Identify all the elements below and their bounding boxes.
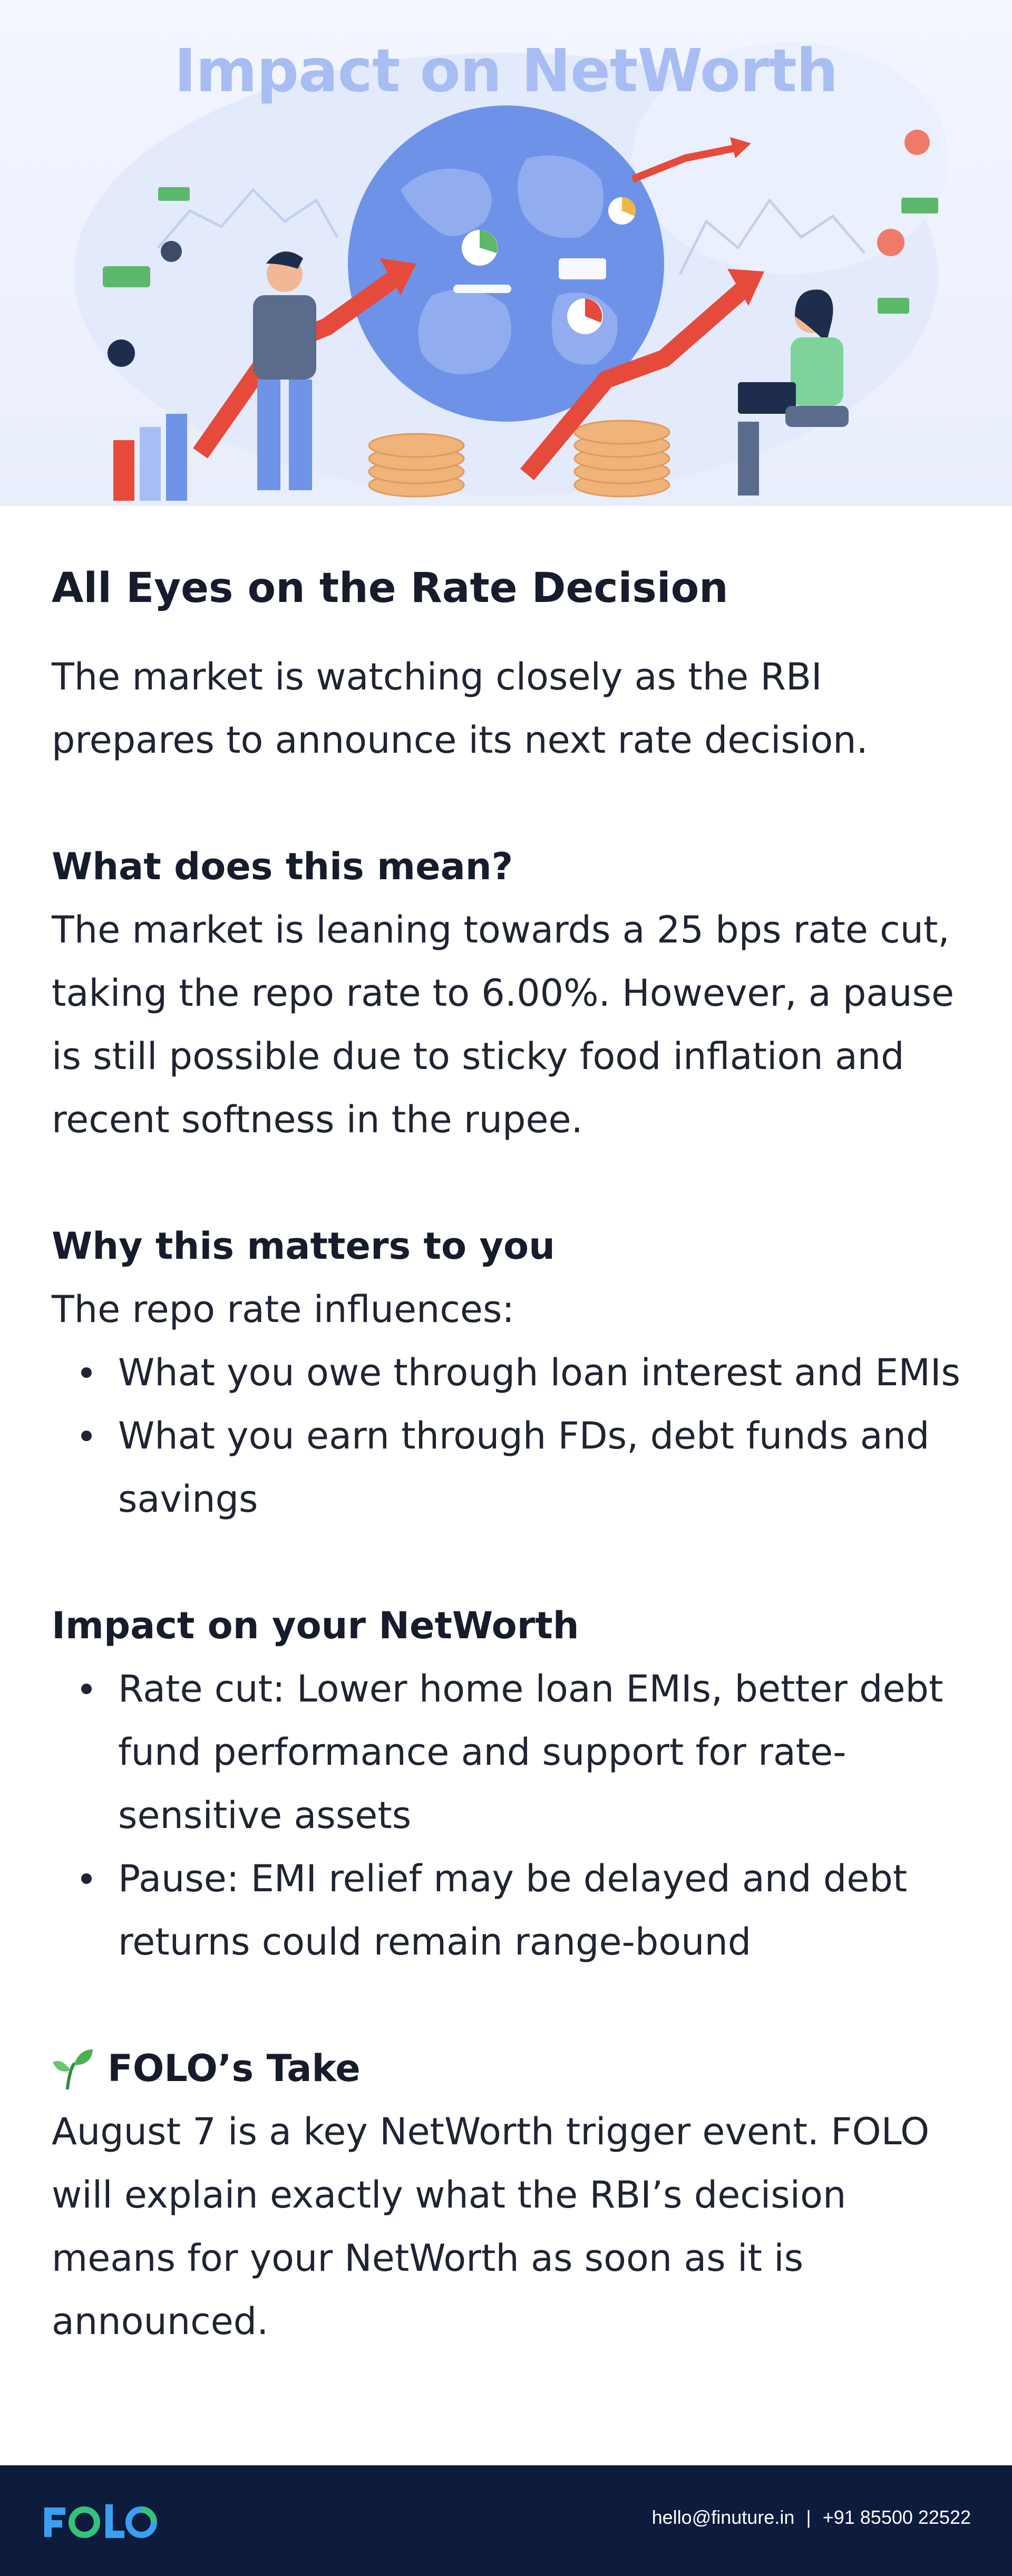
list-item: What you owe through loan interest and EMIs: [118, 1341, 969, 1404]
list-item: Rate cut: Lower home loan EMIs, better debt fund performance and support for rate-sensitive assets: [118, 1657, 969, 1847]
article-content: [52, 564, 969, 2353]
bullet-icon: [81, 1873, 92, 1884]
meaning-body: The market is leaning towards a 25 bps rate cut, taking the repo rate to 6.00%. However, a pause is still possible due to sticky food inflation and recent softness in the rupee.: [52, 908, 955, 1141]
hero-illustration: [0, 0, 1012, 506]
footer-email[interactable]: hello@finuture.in: [651, 2506, 795, 2528]
matters-intro: The repo rate influences:: [52, 1287, 515, 1331]
sprout-icon: [52, 2047, 94, 2089]
matters-heading: Why this matters to you: [52, 1224, 555, 1268]
impact-heading: Impact on your NetWorth: [52, 1603, 579, 1647]
bullet-icon: [81, 1367, 92, 1378]
list-item: Pause: EMI relief may be delayed and debt returns could remain range-bound: [118, 1847, 969, 1974]
list-item: What you earn through FDs, debt funds and savings: [118, 1404, 969, 1531]
matters-list: [52, 1341, 969, 1531]
folo-take-heading: FOLO’s Take: [108, 2046, 361, 2090]
bullet-icon: [81, 1684, 92, 1694]
footer-separator: |: [806, 2506, 811, 2528]
hero-title: Impact on NetWorth: [174, 37, 838, 105]
folo-take-header: [52, 2037, 969, 2100]
folo-take-body: August 7 is a key NetWorth trigger event. FOLO will explain exactly what the RBI’s decision means for your NetWorth as soon as it is announced.: [52, 2110, 930, 2343]
rate-decision-body: The market is watching closely as the RBI prepares to announce its next rate decision.: [52, 655, 868, 762]
folo-logo: [41, 2497, 157, 2539]
rate-decision-title: All Eyes on the Rate Decision: [52, 565, 728, 612]
footer-phone[interactable]: +91 85500 22522: [822, 2506, 971, 2528]
impact-list: [52, 1657, 969, 1974]
footer-contact: [652, 2506, 971, 2529]
meaning-heading: What does this mean?: [52, 844, 513, 888]
footer: [0, 2465, 1012, 2576]
bullet-icon: [81, 1431, 92, 1441]
